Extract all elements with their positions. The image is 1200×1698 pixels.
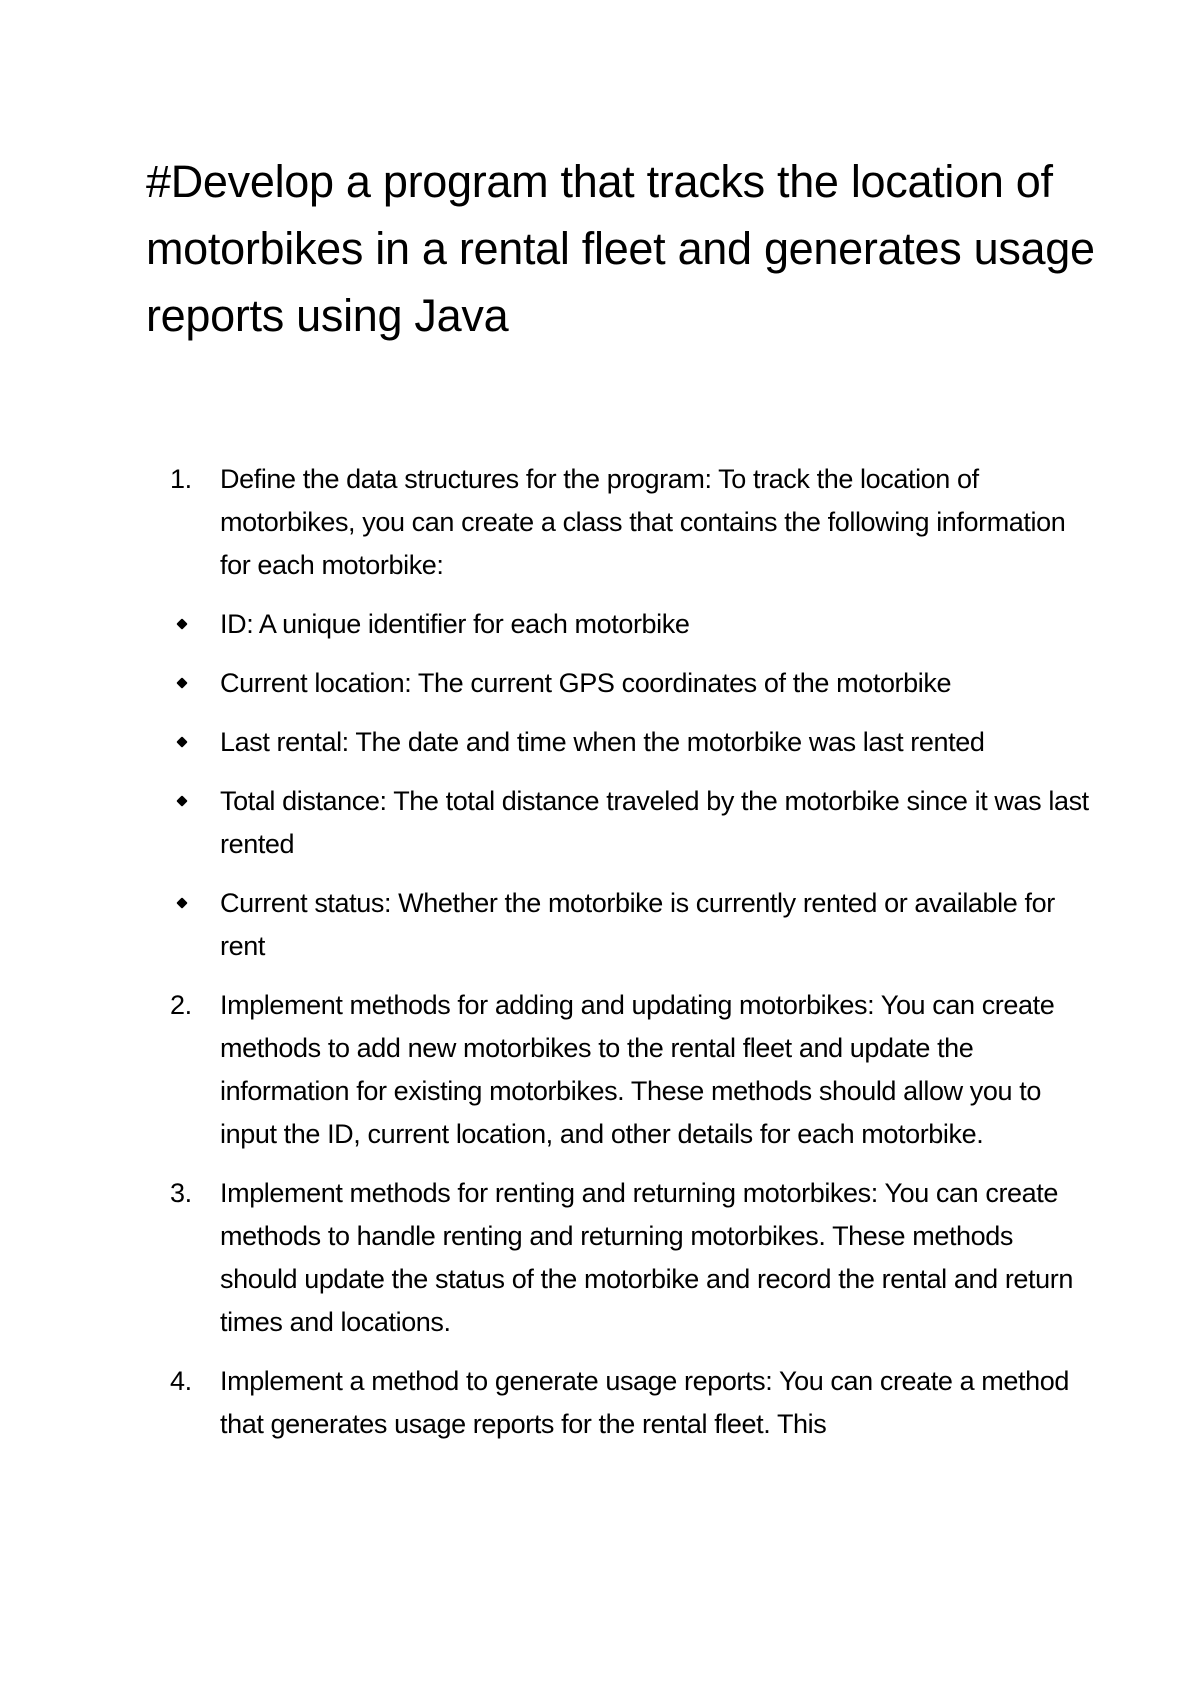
list-item-text: Total distance: The total distance traveled by the motorbike since it was last rented [220,786,1089,859]
bullet-icon [176,795,187,806]
bullet-item-current-location [170,662,1090,705]
list-item-text: Current status: Whether the motorbike is currently rented or available for rent [220,888,1055,961]
document-list [170,458,1090,1446]
bullet-item-id [170,603,1090,646]
list-item-text: Define the data structures for the program: To track the location of motorbikes, you can create a class that contains the following information for each motorbike: [220,464,1066,580]
bullet-icon [176,618,187,629]
list-number: 2. [170,990,192,1020]
list-item-text: Implement a method to generate usage reports: You can create a method that generates usage reports for the rental fleet. This [220,1366,1069,1439]
bullet-icon [176,677,187,688]
list-item-text: ID: A unique identifier for each motorbike [220,609,690,639]
list-number: 3. [170,1178,192,1208]
bullet-item-last-rental [170,721,1090,764]
bullet-item-total-distance [170,780,1090,866]
document-title: #Develop a program that tracks the location of motorbikes in a rental fleet and generates usage reports using Java [146,156,1095,341]
numbered-item-2 [170,984,1090,1156]
list-item-text: Last rental: The date and time when the motorbike was last rented [220,727,985,757]
bullet-icon [176,897,187,908]
numbered-item-1 [170,458,1090,587]
list-item-text: Implement methods for adding and updating motorbikes: You can create methods to add new motorbikes to the rental fleet and update the information for existing motorbikes. These methods should allow you to input the ID, current location, and other details for each motorbike. [220,990,1055,1149]
list-item-text: Current location: The current GPS coordinates of the motorbike [220,668,952,698]
list-number: 1. [170,464,192,494]
list-number: 4. [170,1366,192,1396]
numbered-item-3 [170,1172,1090,1344]
numbered-item-4 [170,1360,1090,1446]
bullet-icon [176,736,187,747]
bullet-item-current-status [170,882,1090,968]
list-item-text: Implement methods for renting and returning motorbikes: You can create methods to handle renting and returning motorbikes. These methods should update the status of the motorbike and record the rental and return times and locations. [220,1178,1073,1337]
